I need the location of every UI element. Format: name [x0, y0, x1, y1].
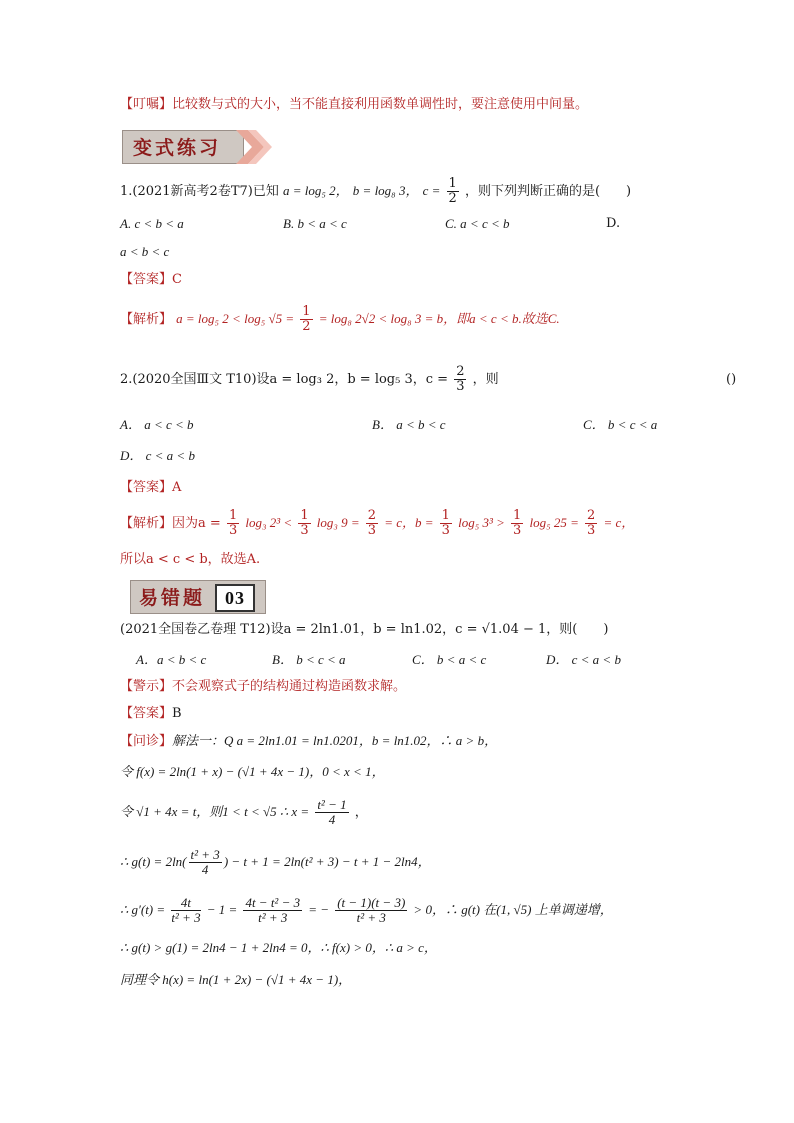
fraction: $\frac{2}{3}$ — [587, 508, 596, 538]
q3-answer: 【答案】B — [120, 706, 182, 721]
fraction: $\frac{\text{4t − t² − 3}}{\text{t² + 3}}$ — [245, 895, 301, 925]
fraction: $\frac{1}{2}$ — [302, 304, 311, 334]
fraction: $\frac{1}{3}$ — [513, 508, 522, 538]
q1-analysis: 【解析】 a = log₅ 2 < log₅ √5 = $\frac{1}{2}$ = log₈ 2√2 < log₈ 3 = b，即a < c < b.故选C. — [120, 304, 560, 334]
tip-text: 比较数与式的大小，当不能直接利用函数单调性时，要注意使用中间量。 — [172, 97, 589, 112]
tip-label: 【叮嘱】 — [120, 97, 173, 112]
q3-option-d: D． c < a < b — [546, 652, 621, 667]
q2-answer-paren: () — [726, 372, 737, 387]
q3-option-b: B． b < c < a — [272, 652, 346, 667]
section-banner-variant — [122, 130, 244, 164]
fraction: $\frac{2}{3}$ — [367, 508, 377, 538]
q1-option-c: C. a < c < b — [445, 216, 510, 231]
q1-answer: 【答案】C — [120, 272, 182, 287]
section-title: 易错题 — [139, 587, 206, 609]
q1-option-d-cont: a < b < c — [120, 244, 170, 259]
q3-diagnosis-line-6: ∴ g(t) > g(1) = 2ln4 − 1 + 2ln4 = 0，∴ f(x) > 0，∴ a > c， — [120, 940, 437, 955]
q2-conclusion: 所以a < c < b，故选A. — [120, 552, 261, 567]
fraction: $\frac{4t}{\text{t² + 3}}$ — [171, 895, 201, 925]
fraction: $\frac{1}{3}$ — [228, 508, 238, 538]
fraction: $\frac{1}{3}$ — [300, 508, 309, 538]
q2-option-a: A． a < c < b — [120, 417, 194, 432]
q1-expr-a: a = log₅ 2， — [283, 183, 349, 198]
q3-diagnosis-line-1: 【问诊】解法一：Q a = 2ln1.01 = ln1.0201，b = ln1.02，∴ a > b， — [120, 733, 498, 749]
tip-line — [120, 95, 588, 115]
q3-option-c: C． b < a < c — [412, 652, 487, 667]
q1-option-a: A. c < b < a — [120, 216, 184, 231]
section-banner-error-prone — [130, 580, 266, 614]
q3-warning: 【警示】不会观察式子的结构通过构造函数求解。 — [120, 679, 407, 694]
q2-option-d: D． c < a < b — [120, 448, 195, 463]
q1-stem: 1.(2021新高考2卷T7)已知 a = log₅ 2， b = log₈ 3， c = $\frac{1}{2}$ ，则下列判断正确的是( ) — [120, 176, 632, 206]
q2-option-b: B． a < b < c — [372, 417, 446, 432]
section-title: 变式练习 — [133, 137, 222, 159]
fraction: $\frac{(t - 1)(t - 3)}{\text{t² + 3}}$ — [337, 895, 406, 925]
fraction: $\frac{2}{3}$ — [456, 364, 465, 394]
q3-diagnosis-line-5: ∴ g′(t) = $\frac{4t}{\text{t² + 3}}$ − 1 = $\frac{\text{4t − t² − 3}}{\text{t² + 3}}$ = − $\frac{(t - 1)(t - 3)}{\text{t² + 3}}$ > 0，∴ g(t) 在(1, √5) 上单调递增， — [120, 895, 613, 925]
fraction: $\frac{1}{3}$ — [441, 508, 450, 538]
fraction: $\frac{\text{t² + 3}}{4}$ — [190, 847, 220, 877]
banner-arrow-icon — [236, 130, 272, 164]
q1-expr-b: b = log₈ 3， — [352, 183, 419, 198]
q3-diagnosis-line-4: ∴ g(t) = 2ln( $\frac{\text{t² + 3}}{4}$ ) − t + 1 = 2ln(t² + 3) − t + 1 − 2ln4， — [120, 847, 431, 877]
q2-answer: 【答案】A — [120, 480, 182, 495]
fraction: $\frac{\text{t² − 1}}{4}$ — [317, 797, 347, 827]
q3-diagnosis-line-3: 令 √1 + 4x = t，则1 < t < √5 ∴ x = $\frac{\text{t² − 1}}{4}$ ， — [120, 797, 368, 827]
q3-option-a: A．a < b < c — [136, 652, 207, 667]
q3-stem: (2021全国卷乙卷理 T12)设a = 2ln1.01，b = ln1.02，c = √1.04 − 1，则( ) — [120, 622, 609, 637]
q2-option-c: C． b < c < a — [583, 417, 658, 432]
q3-diagnosis-line-7: 同理令 h(x) = ln(1 + 2x) − (√1 + 4x − 1)， — [120, 972, 352, 987]
q1-option-d: D. — [606, 216, 621, 231]
fraction: $\frac{1}{2}$ — [448, 176, 457, 206]
q1-option-b: B. b < a < c — [283, 216, 347, 231]
q3-diagnosis-line-2: 令 f(x) = 2ln(1 + x) − (√1 + 4x − 1)，0 < x < 1， — [120, 764, 385, 779]
q2-stem: 2.(2020全国Ⅲ文 T10)设a = log₃ 2，b = log₅ 3，c = $\frac{2}{3}$ ，则 — [120, 364, 499, 394]
section-number-badge: 03 — [215, 584, 255, 612]
q2-analysis: 【解析】因为a = $\frac{1}{3}$ log₃ 2³ < $\frac{1}{3}$ log₃ 9 = $\frac{2}{3}$ = c，b = $\frac{1}{3}$ log₅ 3³ > $\frac{1}{3}$ log₅ 25 = $\frac{2}{3}$ = c， — [120, 508, 635, 538]
